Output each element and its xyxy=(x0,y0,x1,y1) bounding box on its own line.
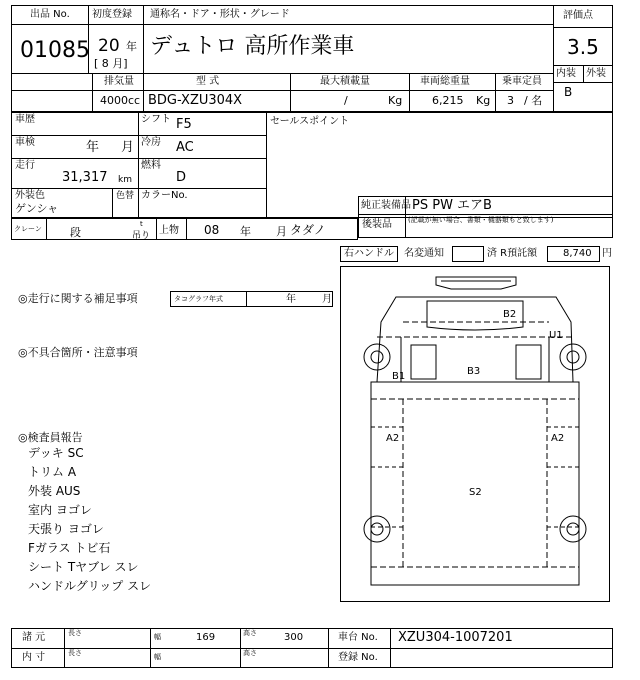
first-reg-year: 20 xyxy=(98,36,120,56)
year-unit: 年 xyxy=(126,40,137,53)
width-value: 169 xyxy=(196,632,216,643)
tachograph-label: タコグラフ年式 xyxy=(174,295,223,303)
ext-color-label: 外装色 xyxy=(15,190,45,201)
height-label: 高さ xyxy=(243,649,257,657)
km-unit: km xyxy=(118,175,132,185)
sales-point-label: セールスポイント xyxy=(270,116,350,127)
report-line: シート Tヤブレ スレ xyxy=(28,560,139,574)
damage-mark-a2-right: A2 xyxy=(551,433,565,444)
ac-value: AC xyxy=(176,140,194,155)
ac-label: 冷房 xyxy=(141,137,161,148)
max-load-label: 最大積載量 xyxy=(320,76,370,87)
displacement-label: 排気量 xyxy=(104,76,134,87)
report-line: ハンドルグリップ スレ xyxy=(28,579,152,593)
interior-grade: B xyxy=(564,85,573,99)
damage-mark-s2: S2 xyxy=(469,487,482,498)
width-label: 幅 xyxy=(154,653,161,661)
ext-color-value: ゲンシャ xyxy=(15,202,59,215)
report-line: 外装 AUS xyxy=(28,484,81,498)
vehicle-diagram xyxy=(340,266,610,602)
upper-maker: タダノ xyxy=(290,223,326,237)
tachograph-year: 年 xyxy=(286,294,296,305)
crane-ton: t xyxy=(140,220,143,228)
interior-grade-label: 内装 xyxy=(556,68,576,79)
gross-weight-label: 車両総重量 xyxy=(420,76,470,87)
max-load-value: / xyxy=(344,94,348,107)
defects-title: ◎不具合箇所・注意事項 xyxy=(18,346,138,359)
recycle-deposit-label: 済 R預託額 xyxy=(487,248,538,259)
report-line: デッキ SC xyxy=(28,446,84,460)
fuel-label: 燃料 xyxy=(141,160,161,171)
upper-year: 08 xyxy=(204,223,220,237)
cc-unit: cc xyxy=(128,94,141,107)
upper-month-unit: 月 xyxy=(276,225,287,238)
color-change-label: 色替 xyxy=(116,191,135,201)
capacity-unit: / 名 xyxy=(524,94,543,107)
length-label: 長さ xyxy=(68,649,82,657)
height-value: 300 xyxy=(284,632,304,643)
history-label: 車歴 xyxy=(15,114,35,125)
yen-unit: 円 xyxy=(602,248,612,259)
inspection-month: 月 xyxy=(121,140,135,155)
crane-label: クレーン xyxy=(14,225,42,233)
damage-mark-b2: B2 xyxy=(503,309,517,320)
upper-year-unit: 年 xyxy=(240,225,251,238)
inspection-label: 車検 xyxy=(15,137,35,148)
gross-weight-unit: Kg xyxy=(476,94,491,107)
name-change-box xyxy=(452,246,484,262)
capacity-value: 3 xyxy=(507,94,514,107)
displacement-value: 4000 xyxy=(100,94,128,107)
specs-label: 諸 元 xyxy=(22,632,46,643)
chassis-number: XZU304-1007201 xyxy=(398,630,513,645)
crane-hang: 吊り xyxy=(132,231,151,241)
length-label: 長さ xyxy=(68,629,82,637)
grade-value: 3.5 xyxy=(567,35,599,59)
name-change-label: 名変通知 xyxy=(404,248,444,259)
type-value: BDG-XZU304X xyxy=(148,93,243,108)
height-label: 高さ xyxy=(243,629,257,637)
shift-value: F5 xyxy=(176,117,192,132)
width-label: 幅 xyxy=(154,633,161,641)
crane-stage: 段 xyxy=(70,226,81,239)
mileage-value: 31,317 xyxy=(62,170,108,185)
inspection-year: 年 xyxy=(86,140,100,155)
truck-outline-diagram xyxy=(341,267,609,601)
exterior-grade-label: 外装 xyxy=(586,68,606,79)
damage-mark-b3: B3 xyxy=(467,366,481,377)
grade-label: 評価点 xyxy=(563,10,593,21)
upper-label: 上物 xyxy=(159,225,179,236)
aftermarket-note: (記載が無い場合、書類・機器類もと致します) xyxy=(408,216,554,224)
lot-number: 01085 xyxy=(20,38,90,63)
damage-mark-a2-left: A2 xyxy=(386,433,400,444)
lot-no-label: 出品 No. xyxy=(30,9,70,20)
registration-label: 登録 No. xyxy=(338,652,378,663)
report-line: トリム A xyxy=(28,465,77,479)
damage-mark-u1: U1 xyxy=(549,330,563,341)
mileage-label: 走行 xyxy=(15,160,35,171)
aftermarket-label: 後装品 xyxy=(362,219,392,230)
color-code-label: カラーNo. xyxy=(141,190,188,201)
capacity-label: 乗車定員 xyxy=(502,76,542,87)
report-line: Fガラス トビ石 xyxy=(28,541,111,555)
first-reg-month: [ 8 月] xyxy=(94,57,128,70)
supplement-title: ◎走行に関する補足事項 xyxy=(18,292,138,305)
right-hand-label: 右ハンドル xyxy=(344,248,394,259)
inspector-title: ◎検査員報告 xyxy=(18,431,83,444)
recycle-amount: 8,740 xyxy=(563,248,592,259)
model-name: デュトロ 高所作業車 xyxy=(150,34,355,59)
genuine-value: PS PW エアB xyxy=(412,198,492,213)
genuine-label: 純正装備品 xyxy=(361,200,411,211)
chassis-label: 車台 No. xyxy=(338,632,378,643)
max-load-unit: Kg xyxy=(388,94,403,107)
first-reg-label: 初度登録 xyxy=(92,9,132,20)
shift-label: シフト xyxy=(141,114,171,125)
report-line: 天張り ヨゴレ xyxy=(28,522,104,536)
fuel-value: D xyxy=(176,170,187,185)
model-label: 通称名・ドア・形状・グレード xyxy=(150,9,290,20)
type-label: 型 式 xyxy=(196,76,220,87)
interior-dims-label: 内 寸 xyxy=(22,652,46,663)
report-line: 室内 ヨゴレ xyxy=(28,503,92,517)
tachograph-month: 月 xyxy=(322,294,332,305)
damage-mark-b1: B1 xyxy=(392,371,406,382)
gross-weight-value: 6,215 xyxy=(432,94,464,107)
